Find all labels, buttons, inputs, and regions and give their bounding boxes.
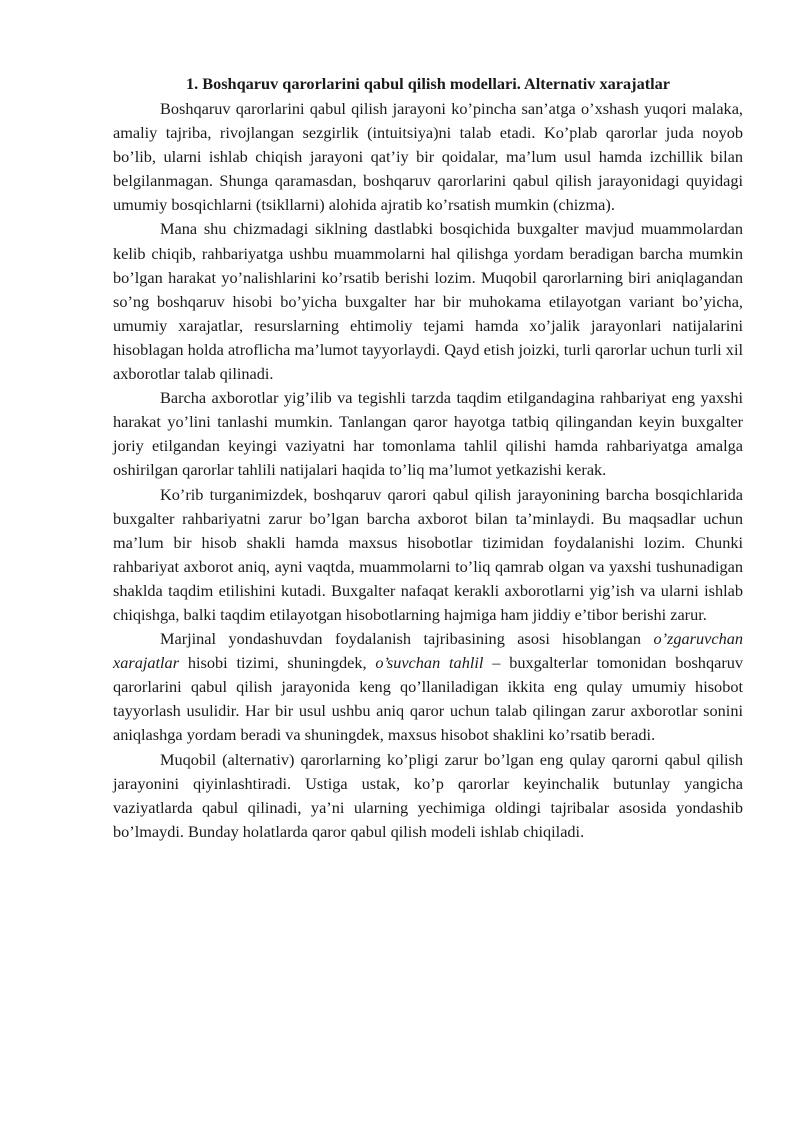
document-page [113,72,743,844]
paragraph-5-text-c: – buxgalterlar tomonidan boshqaruv qarorlarini qabul qilish jarayonida keng qo’llaniladigan ikkita eng qulay umumiy hisobot tayyorlash usulidir. Har bir usul ushbu aniq qaror uchun talab qilingan zarur axborotlar sonini aniqlashga yordam beradi va shuningdek, maxsus hisobot shaklini ko’rsatib beradi. [113,653,744,745]
section-title: 1. Boshqaruv qarorlarini qabul qilish modellari. Alternativ xarajatlar [185,74,671,93]
paragraph-5 [113,627,743,747]
paragraph-5-text-a: Marjinal yondashuvdan foydalanish tajribasining asosi hisoblangan [160,629,654,649]
paragraph-4: Ko’rib turganimizdek, boshqaruv qarori qabul qilish jarayonining barcha bosqichlarida buxgalter rahbariyatni zarur bo’lgan barcha axborot bilan ta’minlaydi. Bu maqsadlar uchun ma’lum bir hisob shakli hamda maxsus hisobotlar tizimidan foydalanishi lozim. Chunki rahbariyat axborot aniq, ayni vaqtda, muammolarni to’liq qamrab olgan va yaxshi tushunadigan shaklda taqdim etilishini kutadi. Buxgalter nafaqat kerakli axborotlarni yig’ish va ularni ishlab chiqishga, balki taqdim etilayotgan hisobotlarning hajmiga ham jiddiy e’tibor berishi zarur. [113,484,743,624]
italic-term-incremental-analysis: o’suvchan tahlil [375,653,484,673]
paragraph-6: Muqobil (alternativ) qarorlarning ko’pligi zarur bo’lgan eng qulay qarorni qabul qilish jarayonini qiyinlashtiradi. Ustiga ustak, ko’p qarorlar keyinchalik butunlay yangicha vaziyatlarda qabul qilinadi, ya’ni ularning yechimiga oldingi tajribalar asosida yondashib bo’lmaydi. Bunday holatlarda qaror qabul qilish modeli ishlab chiqiladi. [113,749,743,841]
paragraph-1: Boshqaruv qarorlarini qabul qilish jarayoni ko’pincha san’atga o’xshash yuqori malaka, amaliy tajriba, rivojlangan sezgirlik (intuitsiya)ni talab etadi. Ko’plab qarorlar juda noyob bo’lib, ularni ishlab chiqish jarayoni qat’iy bir qoidalar, ma’lum usul hamda izchillik bilan belgilanmagan. Shunga qaramasdan, boshqaruv qarorlarini qabul qilish jarayonidagi quyidagi umumiy bosqichlarni (tsikllarni) alohida ajratib ko’rsatish mumkin (chizma). [113,99,743,215]
paragraph-3: Barcha axborotlar yig’ilib va tegishli tarzda taqdim etilgandagina rahbariyat eng yaxshi harakat yo’lini tanlashi mumkin. Tanlangan qaror hayotga tatbiq qilingandan keyin buxgalter joriy etilgandan keyingi vaziyatni har tomonlama tahlil qilishi hamda rahbariyatga amalga oshirilgan qarorlar tahlili natijalari haqida to’liq ma’lumot yetkazishi kerak. [113,388,743,480]
italic-term-variable-costs: o’zgaruvchan xarajatlar [113,629,743,673]
paragraph-2: Mana shu chizmadagi siklning dastlabki bosqichida buxgalter mavjud muammolardan kelib chiqib, rahbariyatga ushbu muammolarni hal qilishga yordam beradigan barcha mumkin bo’lgan harakat yo’nalishlarini ko’rsatib berishi lozim. Muqobil qarorlarning biri aniqlagandan so’ng boshqaruv hisobi bo’yicha buxgalter har bir muhokama etilayotgan variant bo’yicha, umumiy xarajatlar, resurslarning ehtimoliy tejami hamda xo’jalik jarayonlari natijalarini hisoblagan holda atroflicha ma’lumot tayyorlaydi. Qayd etish joizki, turli qarorlar uchun turli xil axborotlar talab qilinadi. [113,219,743,384]
paragraph-5-text-b: hisobi tizimi, shuningdek, [179,653,376,673]
